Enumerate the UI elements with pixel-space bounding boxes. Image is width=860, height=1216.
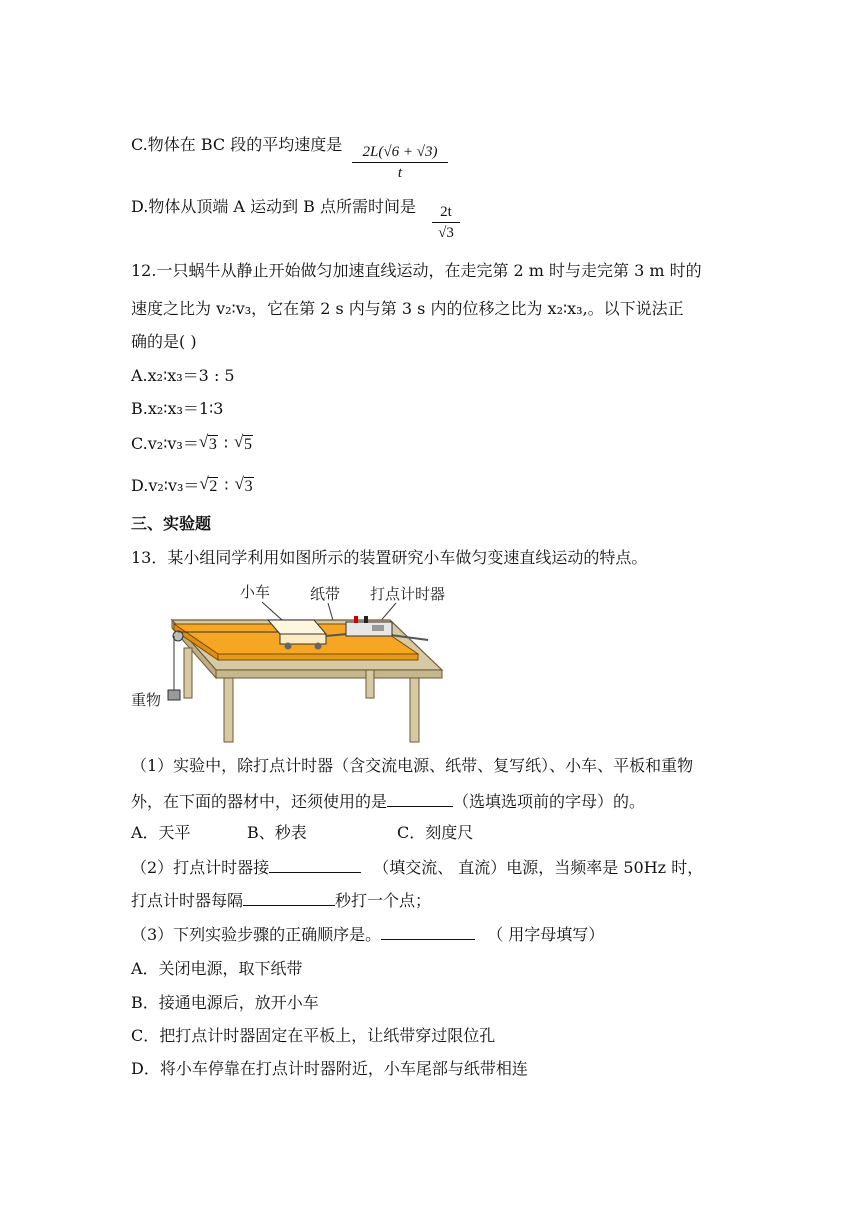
q12-stem-line-2: 速度之比为 v₂∶v₃，它在第 2 s 内与第 3 s 内的位移之比为 x₂∶x₃,。以下说法正: [131, 299, 684, 318]
q11-option-c-numerator: 2L(√6 + √3): [362, 144, 438, 160]
q13-part1-options: [131, 822, 474, 844]
q12-option-c-prefix: C.v₂∶v₃＝: [131, 434, 199, 453]
q11-option-c-fraction: [352, 142, 448, 183]
table-leg: [184, 648, 192, 698]
q13-part2-answer-blank-1[interactable]: [269, 856, 361, 873]
q13-step-b: B．接通电源后，放开小车: [131, 993, 319, 1012]
q13-part1-line-1: （1）实验中，除打点计时器（含交流电源、纸带、复写纸）、小车、平板和重物: [131, 756, 694, 775]
q11-option-c: [131, 134, 342, 156]
q11-option-c-denominator: t: [397, 165, 403, 181]
section-title: 三、实验题: [131, 514, 212, 533]
q13-part2-text-b: （填交流、 直流）电源，当频率是 50Hz 时，: [373, 858, 704, 877]
table-leg: [366, 670, 374, 698]
q11-option-d: [131, 196, 416, 218]
q13-part3-answer-blank[interactable]: [381, 923, 475, 940]
q12-option-b: B.x₂∶x₃＝1∶3: [131, 399, 224, 418]
ticker-timer: [346, 622, 392, 636]
q13-part3-text-b: （ 用字母填写）: [487, 925, 605, 944]
q12-option-d-sep: ∶: [224, 476, 229, 495]
q13-part2-text-a: （2）打点计时器接: [131, 858, 270, 877]
q13-part2-answer-blank-2[interactable]: [243, 889, 335, 906]
q13-part3-line-1: [131, 923, 604, 946]
q13-step-a: A．关闭电源，取下纸带: [131, 959, 303, 978]
q13-part1-option-c: C．刻度尺: [397, 823, 474, 842]
label-tape: 纸带: [310, 585, 341, 603]
q13-part1-option-b: B、秒表: [247, 823, 307, 842]
q13-part1-text-a: 外，在下面的器材中，还须使用的是: [131, 792, 388, 811]
q13-part1-answer-blank[interactable]: [387, 790, 453, 807]
label-weight: 重物: [131, 691, 162, 709]
q11-option-c-text: C.物体在 BC 段的平均速度是: [131, 135, 343, 154]
q12-stem-line-3: 确的是( ): [131, 332, 197, 351]
label-cart: 小车: [240, 583, 271, 601]
q11-option-d-fraction: [432, 202, 460, 243]
q13-part3-text-a: （3）下列实验步骤的正确顺序是。: [131, 925, 382, 944]
q13-part2-line-2: [131, 889, 431, 912]
table-leg: [224, 678, 233, 742]
q11-option-d-numerator: 2t: [440, 204, 452, 220]
q13-part1-line-2: [131, 790, 645, 813]
q12-option-d-sqrt-1: √ 2: [199, 474, 218, 495]
table-leg: [410, 678, 419, 742]
experiment-apparatus-figure: [128, 578, 458, 746]
q11-option-d-text: D.物体从顶端 A 运动到 B 点所需时间是: [131, 197, 417, 216]
q12-option-c: [131, 433, 253, 456]
q12-option-a: A.x₂∶x₃＝3 : 5: [131, 366, 235, 385]
label-timer: 打点计时器: [370, 585, 446, 603]
q13-part2-text-d: 秒打一个点；: [335, 891, 432, 910]
q13-step-d: D．将小车停靠在打点计时器附近，小车尾部与纸带相连: [131, 1059, 528, 1078]
q12-option-c-sqrt-1: √ 3: [198, 432, 217, 453]
q13-part2-text-c: 打点计时器每隔: [131, 891, 244, 910]
q12-option-d-sqrt-2: √ 3: [234, 474, 253, 495]
q13-part2-line-1: [131, 856, 703, 879]
q12-option-c-sqrt-2: √ 5: [234, 432, 253, 453]
q13-part1-option-a: A．天平: [131, 823, 191, 842]
q12-option-d-prefix: D.v₂∶v₃＝: [131, 476, 200, 495]
q13-part1-text-b: （选填选项前的字母）的。: [453, 792, 646, 811]
q12-option-c-sep: ∶: [223, 434, 229, 453]
q12-option-d: [131, 475, 254, 498]
q12-stem-line-1: 12.一只蜗牛从静止开始做匀加速直线运动，在走完第 2 m 时与走完第 3 m 时的: [131, 261, 702, 280]
weight-block: [168, 690, 180, 700]
q13-intro: 13．某小组同学利用如图所示的装置研究小车做匀变速直线运动的特点。: [131, 548, 648, 567]
q13-step-c: C．把打点计时器固定在平板上，让纸带穿过限位孔: [131, 1026, 496, 1045]
q11-option-d-denominator: √3: [438, 225, 454, 241]
